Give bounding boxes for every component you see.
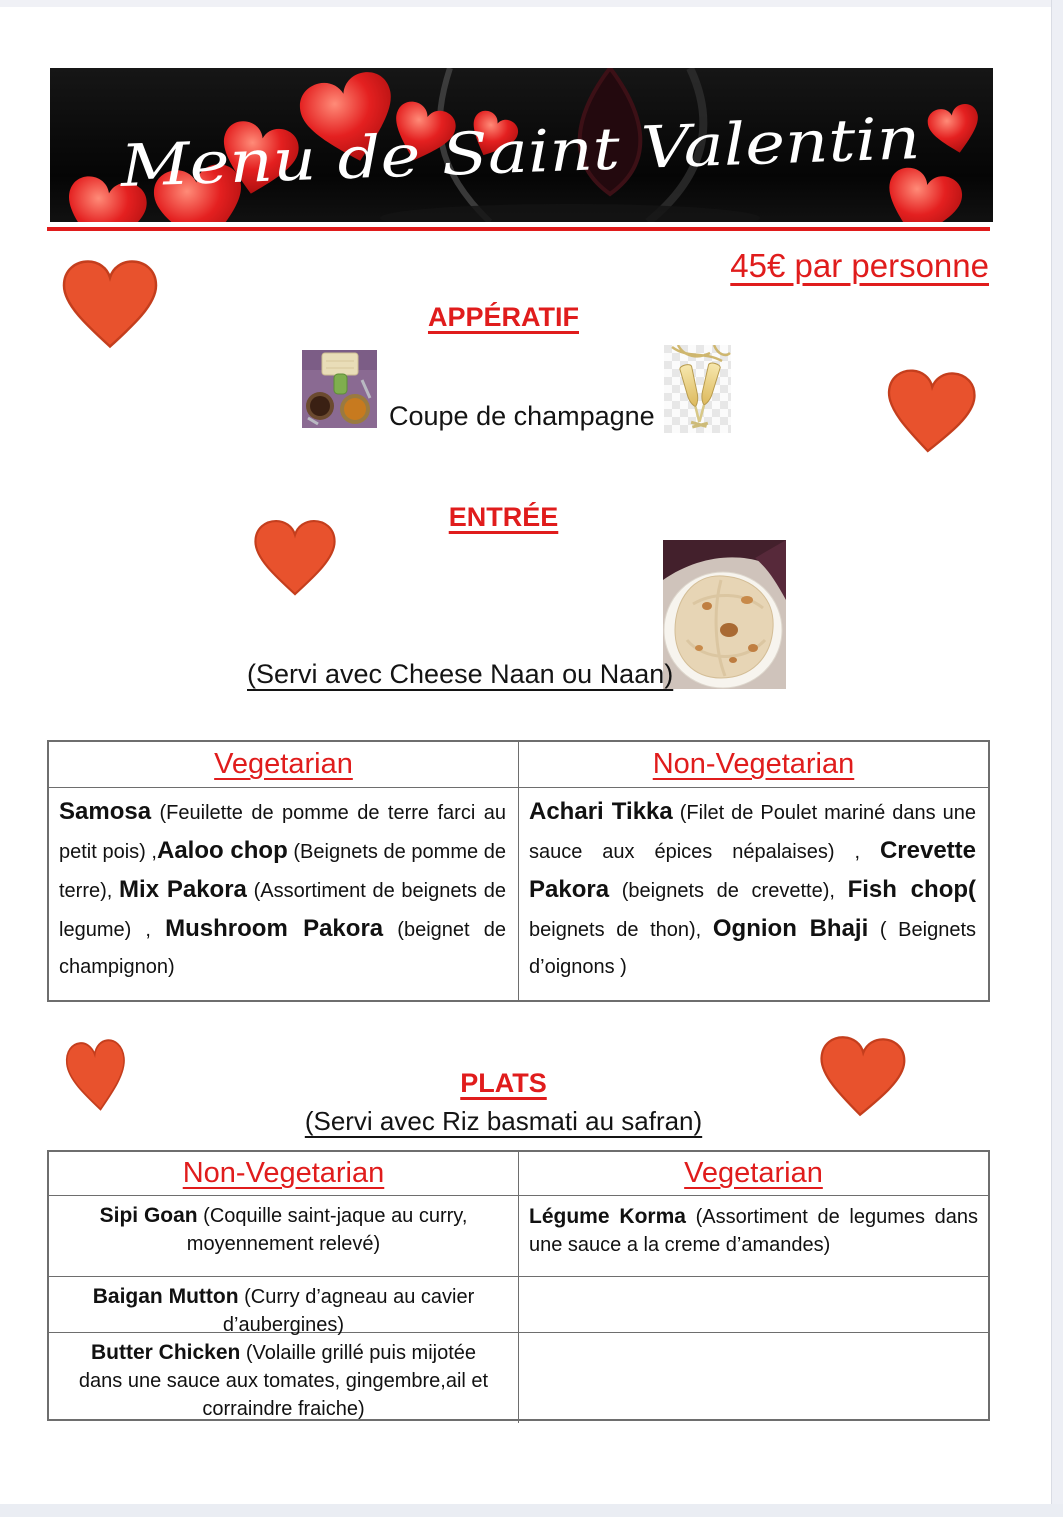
heart-icon [252,514,338,602]
entree-veg-cell [49,788,518,1000]
dish-desc: (Curry d’agneau au cavier d’aubergines) [222,1286,475,1336]
dish-desc: (Feuilette de pomme de terre farci au petit pois) , [59,802,506,863]
banner-image [50,68,993,222]
price-per-person: 45€ par personne [730,247,989,284]
viewer-bottom-edge [0,1504,1063,1517]
section-heading-entree: ENTRÉE [448,502,559,532]
dish-name: Sipi Goan [99,1204,198,1227]
dish-desc: (beignets de crevette), [609,880,848,902]
plats-veg-row-empty [518,1277,988,1333]
dish-desc: (Volaille grillé puis mijotée dans une sauce aux tomates, gingembre,ail et corraindre fraiche) [78,1342,489,1420]
section-heading-aperitif: APPÉRATIF [427,302,579,332]
dish-name: Achari Tikka [529,798,673,825]
dish-name: Crevette Pakora [529,837,976,903]
dish-desc: ( Beignets d’oignons ) [529,919,976,978]
dish-desc: (beignet de champignon) [59,919,506,978]
dish-name: Ognion Bhaji [712,915,869,942]
dish-desc: (Filet de Poulet mariné dans une sauce aux épices népalaises) , [529,802,976,863]
dish-name: Fish chop( [847,876,977,903]
plats-nonveg-header: Non-Vegetarian [49,1152,518,1196]
aperitif-item: Coupe de champagne [389,401,655,431]
viewer-top-edge [0,0,1063,7]
dish-name: Baigan Mutton [92,1285,239,1308]
plats-veg-row-empty [518,1333,988,1423]
heart-icon [881,365,980,459]
scrollbar-track[interactable] [1051,0,1063,1517]
dish-name: Mushroom Pakora [165,915,384,942]
naan-photo [663,540,786,689]
entree-nonveg-cell [518,788,988,1000]
plats-veg-row [518,1196,988,1277]
dish-desc: beignets de thon), [529,919,713,941]
plats-nonveg-row [49,1196,518,1277]
section-heading-plats: PLATS [460,1068,547,1098]
dish-name: Samosa [59,798,152,825]
entree-nonveg-header: Non-Vegetarian [518,742,988,788]
dish-desc: (Beignets de pomme de terre), [59,841,506,902]
dish-name: Mix Pakora [119,876,247,903]
dish-name: Légume Korma [529,1205,686,1228]
entree-veg-header: Vegetarian [49,742,518,788]
banner-title: Menu de Saint Valentin [119,107,811,200]
plats-serve-note: (Servi avec Riz basmati au safran) [304,1106,703,1136]
plats-nonveg-row [49,1333,518,1423]
banner-underline-rule [47,227,990,231]
dish-name: Aaloo chop [157,837,288,864]
plats-veg-header: Vegetarian [518,1152,988,1196]
dish-name: Butter Chicken [90,1341,241,1364]
dish-desc: (Assortiment de legumes dans une sauce a la creme d’amandes) [529,1206,978,1256]
entree-serve-note: (Servi avec Cheese Naan ou Naan) [247,659,674,689]
plats-nonveg-row [49,1277,518,1336]
champagne-photo [664,345,731,433]
appetizer-photo [302,350,377,428]
entree-table [47,740,990,1002]
plats-table [47,1150,990,1421]
dish-desc: (Coquille saint-jaque au curry, moyennement relevé) [186,1205,468,1255]
dish-desc: (Assortiment de beignets de legume) , [59,880,506,941]
